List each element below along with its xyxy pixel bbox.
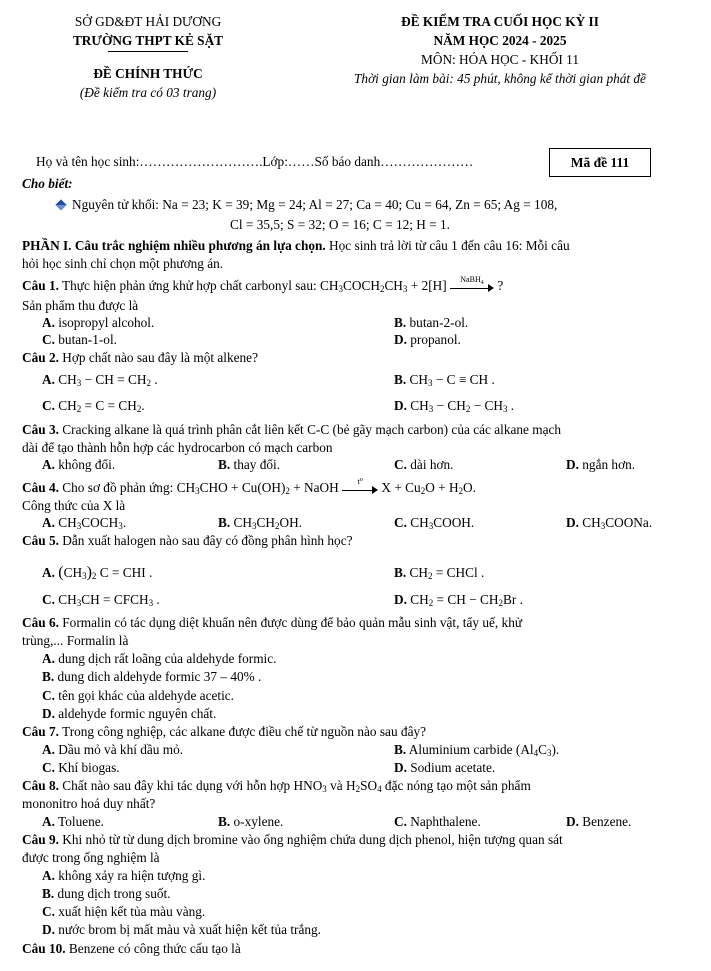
q4-option-d[interactable]: D. $CH_3COONa$. bbox=[566, 515, 653, 531]
q5-option-c[interactable]: C. $CH_3CH$ = $CFCH_3$ . bbox=[42, 592, 160, 608]
question-6: Câu 6. Formalin có tác dụng diệt khuẩn nên được dùng để bảo quản mẫu sinh vật, tẩy uế, khử bbox=[22, 615, 523, 630]
q5-option-d[interactable]: D. $CH_2$ = CH − $CH_2Br$ . bbox=[394, 592, 523, 608]
q4-stem-line2: Công thức của X là bbox=[22, 498, 126, 513]
q2-option-b[interactable]: B. $CH_3 - C$ ≡ CH . bbox=[394, 372, 495, 388]
q8-option-a[interactable]: A. Toluene. bbox=[42, 814, 104, 829]
q2-option-d[interactable]: D. $CH_3 - CH_2 - CH_3$ . bbox=[394, 398, 515, 414]
atomic-masses-line1: Nguyên tử khối: Na = 23; K = 39; Mg = 24; Al = 27; Ca = 40; Cu = 64, Zn = 65; Ag = 108, bbox=[56, 197, 557, 213]
question-5: Câu 5. Dẫn xuất halogen nào sau đây có đồng phân hình học? bbox=[22, 533, 353, 548]
question-4: Câu 4. Cho sơ đồ phản ứng: $CH_3CHO + Cu(OH)_2$ + NaOH $t^o$ $X + Cu_2O + H_2O$. bbox=[22, 476, 476, 496]
time-limit: Thời gian làm bài: 45 phút, không kể thời gian phát đề bbox=[354, 71, 646, 86]
q1-option-d[interactable]: D. propanol. bbox=[394, 332, 461, 347]
q4-option-b[interactable]: B. $CH_3CH_2OH$. bbox=[218, 515, 303, 531]
question-2: Câu 2. Hợp chất nào sau đây là một alkene? bbox=[22, 350, 258, 365]
question-1: Câu 1. Thực hiện phản ứng khử hợp chất carbonyl sau: $CH_3COCH_2CH_3 + 2[H]$ NaBH$_4$ ? bbox=[22, 274, 504, 294]
q4-option-a[interactable]: A. $CH_3COCH_3$. bbox=[42, 515, 127, 531]
part1-instruction: hỏi học sinh chỉ chọn một phương án. bbox=[22, 256, 224, 271]
q8-option-c[interactable]: C. Naphthalene. bbox=[394, 814, 481, 829]
q9-option-a[interactable]: A. không xảy ra hiện tượng gì. bbox=[42, 868, 206, 883]
q9-option-d[interactable]: D. nước brom bị mất màu và xuất hiện kết tủa trắng. bbox=[42, 922, 322, 937]
q2-option-a[interactable]: A. $CH_3$ − CH = $CH_2$ . bbox=[42, 372, 158, 388]
school-name: TRƯỜNG THPT KẺ SẶT bbox=[72, 33, 224, 48]
q1-option-c[interactable]: C. butan-1-ol. bbox=[42, 332, 117, 347]
q7-option-b[interactable]: B. Aluminium carbide $(Al_4C_3)$. bbox=[394, 742, 560, 758]
bullet-icon bbox=[55, 199, 66, 210]
exam-title: ĐỀ KIỂM TRA CUỐI HỌC KỲ II bbox=[401, 14, 599, 29]
student-info-line: Họ và tên học sinh:……………………….Lớp:……Số báo danh………………… bbox=[36, 154, 474, 169]
question-8: Câu 8. Chất nào sau đây khi tác dụng với hỗn hợp $HNO_3$ và $H_2SO_4$ đặc nóng tạo một sản phẩm bbox=[22, 778, 531, 794]
q9-option-c[interactable]: C. xuất hiện kết tủa màu vàng. bbox=[42, 904, 206, 919]
part1-heading: PHẦN I. Câu trắc nghiệm nhiều phương án lựa chọn. Học sinh trả lời từ câu 1 đến câu 16: Mỗi câu bbox=[22, 238, 570, 253]
q1-formula: $CH_3COCH_2CH_3 + 2[H]$ bbox=[320, 278, 447, 294]
q6-option-a[interactable]: A. dung dịch rất loãng của aldehyde formic. bbox=[42, 651, 277, 666]
q6-stem-line2: trùng,... Formalin là bbox=[22, 633, 129, 648]
question-9: Câu 9. Khi nhỏ từ từ dung dịch bromine vào ống nghiệm chứa dung dịch phenol, hiện tượng quan sát bbox=[22, 832, 563, 847]
q1-option-a[interactable]: A. isopropyl alcohol. bbox=[42, 315, 155, 330]
question-7: Câu 7. Trong công nghiệp, các alkane được điều chế từ nguồn nào sau đây? bbox=[22, 724, 427, 739]
reaction-arrow-icon: $t^o$ bbox=[342, 483, 378, 495]
official-label: ĐỀ CHÍNH THỨC bbox=[93, 66, 203, 81]
q6-option-c[interactable]: C. tên gọi khác của aldehyde acetic. bbox=[42, 688, 234, 703]
q5-option-b[interactable]: B. $CH_2$ = CHCl . bbox=[394, 565, 485, 581]
q8-option-b[interactable]: B. o-xylene. bbox=[218, 814, 284, 829]
q3-option-c[interactable]: C. dài hơn. bbox=[394, 457, 454, 472]
q9-option-b[interactable]: B. dung dịch trong suốt. bbox=[42, 886, 171, 901]
q3-option-d[interactable]: D. ngắn hơn. bbox=[566, 457, 636, 472]
exam-code-box: Mã đề 111 bbox=[549, 148, 651, 177]
q9-stem-line2: được trong ống nghiệm là bbox=[22, 850, 160, 865]
q7-option-d[interactable]: D. Sodium acetate. bbox=[394, 760, 496, 775]
q4-option-c[interactable]: C. $CH_3COOH$. bbox=[394, 515, 475, 531]
q3-option-b[interactable]: B. thay đổi. bbox=[218, 457, 281, 472]
header-right bbox=[300, 12, 700, 88]
header-left bbox=[28, 12, 268, 102]
q3-stem-line2: dài để tạo thành hỗn hợp các hydrocarbon có mạch carbon bbox=[22, 440, 333, 455]
q2-option-c[interactable]: C. $CH_2 = C = CH_2$. bbox=[42, 398, 145, 414]
header-underline bbox=[108, 51, 188, 52]
question-10: Câu 10. Benzene có công thức cấu tạo là bbox=[22, 941, 241, 956]
q6-option-d[interactable]: D. aldehyde formic nguyên chất. bbox=[42, 706, 217, 721]
subject: MÔN: HÓA HỌC - KHỐI 11 bbox=[421, 52, 579, 67]
given-label: Cho biết: bbox=[22, 176, 73, 191]
pages-note: (Đề kiểm tra có 03 trang) bbox=[79, 85, 217, 100]
atomic-masses-line2: Cl = 35,5; S = 32; O = 16; C = 12; H = 1. bbox=[230, 217, 450, 232]
q8-stem-line2: mononitro hoá duy nhất? bbox=[22, 796, 156, 811]
department: SỞ GD&ĐT HẢI DƯƠNG bbox=[74, 14, 222, 29]
q8-option-d[interactable]: D. Benzene. bbox=[566, 814, 632, 829]
q3-option-a[interactable]: A. không đổi. bbox=[42, 457, 116, 472]
question-3: Câu 3. Cracking alkane là quá trình phân cắt liên kết C-C (bẻ gãy mạch carbon) của các alkane mạch bbox=[22, 422, 562, 437]
q7-option-c[interactable]: C. Khí biogas. bbox=[42, 760, 120, 775]
q1-stem-line2: Sản phẩm thu được là bbox=[22, 298, 139, 313]
q1-option-b[interactable]: B. butan-2-ol. bbox=[394, 315, 469, 330]
q5-option-a[interactable]: A. $(CH_3)_2$ C = CHI . bbox=[42, 564, 153, 581]
school-year: NĂM HỌC 2024 - 2025 bbox=[433, 33, 567, 48]
q7-option-a[interactable]: A. Dầu mỏ và khí dầu mỏ. bbox=[42, 742, 184, 757]
q6-option-b[interactable]: B. dung dich aldehyde formic 37 – 40% . bbox=[42, 669, 262, 684]
reaction-arrow-icon: NaBH$_4$ bbox=[450, 281, 494, 293]
